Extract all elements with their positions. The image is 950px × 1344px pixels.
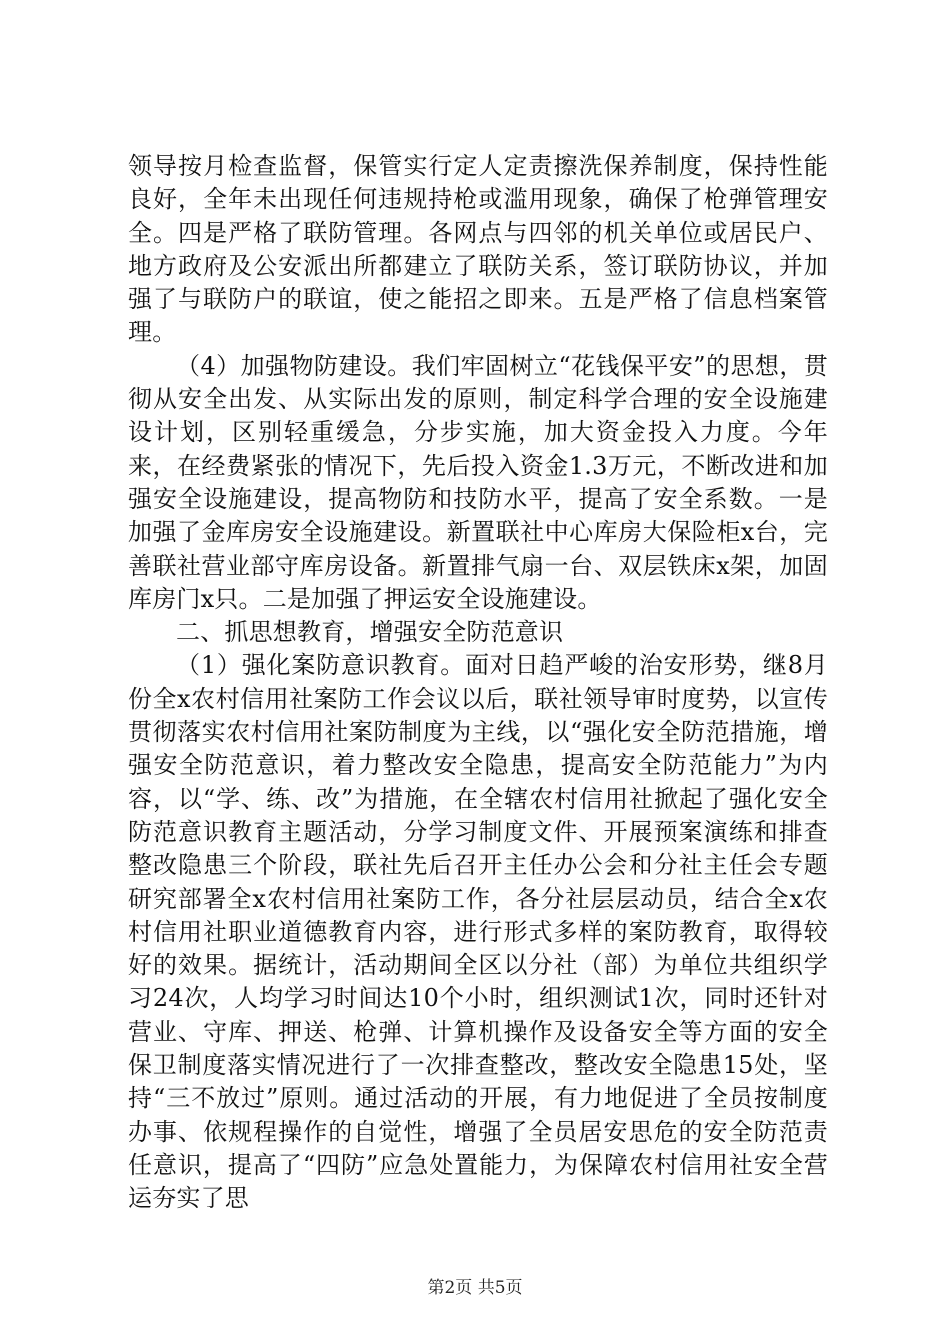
paragraph-2: （4）加强物防建设。我们牢固树立“花钱保平安”的思想，贯彻从安全出发、从实际出发的原则，制定科学合理的安全设施建设计划，区别轻重缓急，分步实施，加大资金投入力度。今年来，在经费紧张的情况下，先后投入资金1.3万元，不断改进和加强安全设施建设，提高物防和技防水平，提高了安全系数。一是加强了金库房安全设施建设。新置联社中心库房大保险柜x台，完善联社营业部守库房设备。新置排气扇一台、双层铁床x架，加固库房门x只。二是加强了押运安全设施建设。 (128, 351, 828, 613)
page-number-footer: 第2页 共5页 (427, 1278, 523, 1298)
section-heading: 二、抓思想教育，增强安全防范意识 (176, 618, 564, 647)
paragraph-3: （1）强化案防意识教育。面对日趋严峻的治安形势，继8月份全x农村信用社案防工作会议以后，联社领导审时度势，以宣传贯彻落实农村信用社案防制度为主线，以“强化安全防范措施，增强安全防范意识，着力整改安全隐患，提高安全防范能力”为内容，以“学、练、改”为措施，在全辖农村信用社掀起了强化安全防范意识教育主题活动，分学习制度文件、开展预案演练和排查整改隐患三个阶段，联社先后召开主任办公会和分社主任会专题研究部署全x农村信用社案防工作，各分社层层动员，结合全x农村信用社职业道德教育内容，进行形式多样的案防教育，取得较好的效果。据统计，活动期间全区以分社（部）为单位共组织学习24次，人均学习时间达10个小时，组织测试1次，同时还针对营业、守库、押送、枪弹、计算机操作及设备安全等方面的安全保卫制度落实情况进行了一次排查整改，整改安全隐患15处，坚持“三不放过”原则。通过活动的开展，有力地促进了全员按制度办事、依规程操作的自觉性，增强了全员居安思危的安全防范责任意识，提高了“四防”应急处置能力，为保障农村信用社安全营运夯实了思 (128, 651, 828, 1213)
paragraph-1: 领导按月检查监督，保管实行定人定责擦洗保养制度，保持性能良好，全年未出现任何违规持枪或滥用现象，确保了枪弹管理安全。四是严格了联防管理。各网点与四邻的机关单位或居民户、地方政府及公安派出所都建立了联防关系，签订联防协议，并加强了与联防户的联谊，使之能招之即来。五是严格了信息档案管理。 (128, 152, 828, 347)
document-body (128, 150, 828, 1216)
